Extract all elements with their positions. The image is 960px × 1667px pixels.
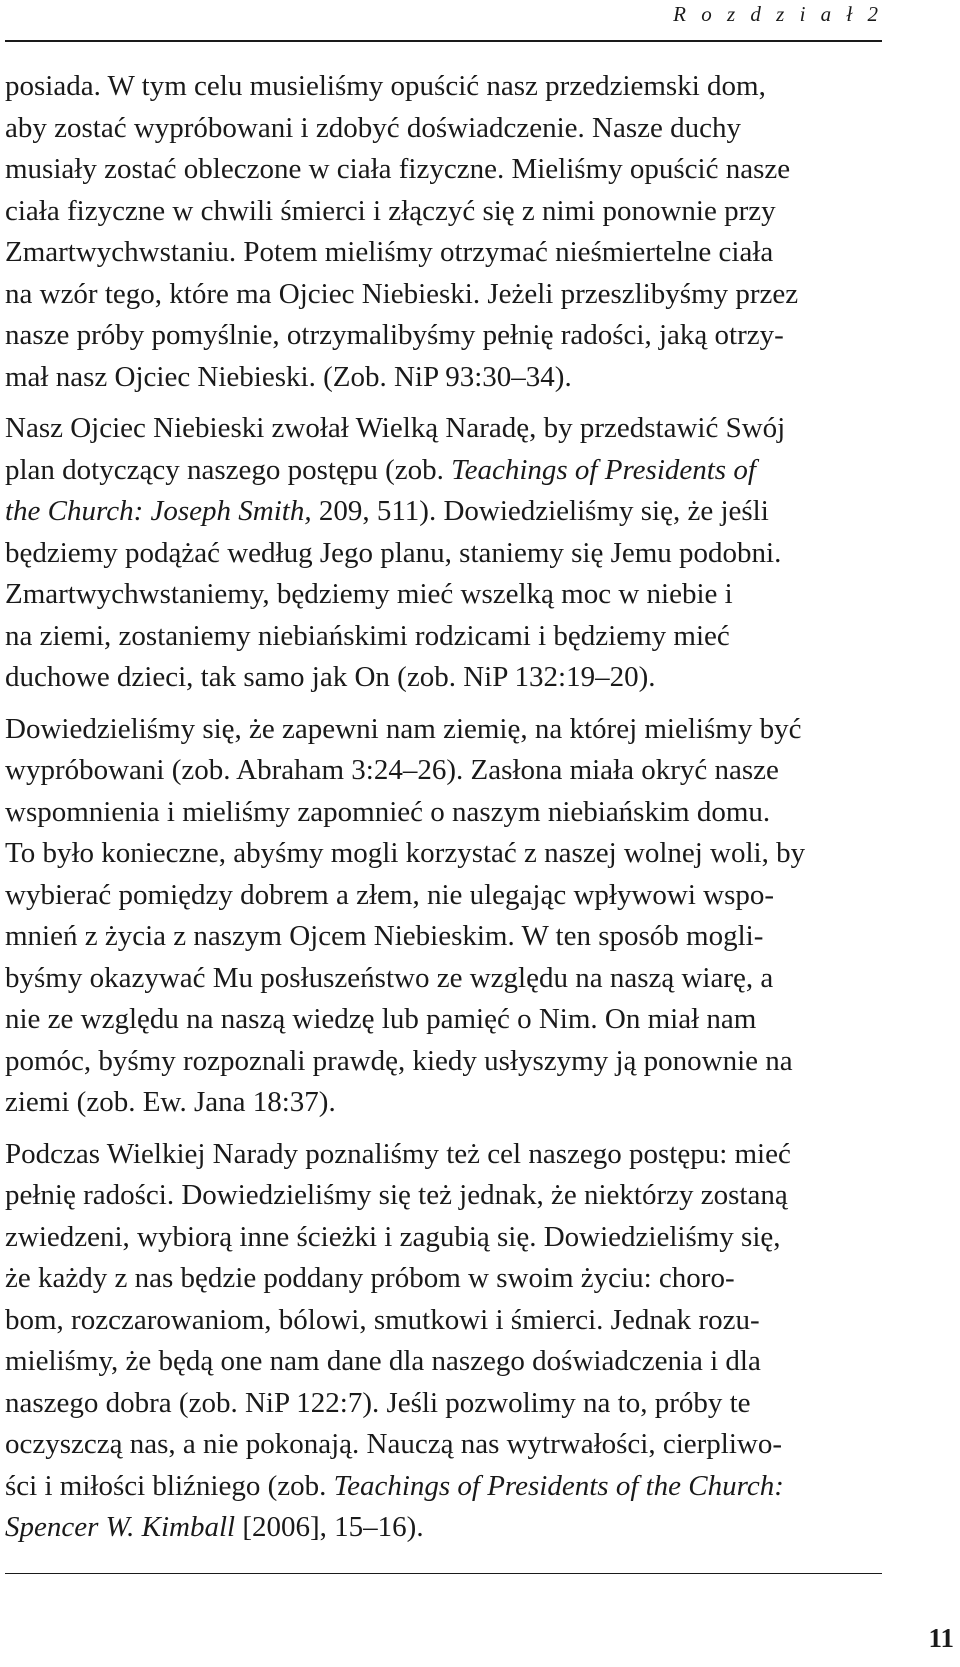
text-line — [5, 149, 879, 191]
text-run: musiały zostać obleczone w ciała fizyczne. Mieliśmy opuścić nasze — [5, 153, 791, 185]
text-line — [5, 1082, 879, 1124]
text-line — [5, 750, 879, 792]
text-line — [5, 574, 879, 616]
text-run: zwiedzeni, wybiorą inne ścieżki i zagubią się. Dowiedzieliśmy się, — [5, 1220, 781, 1253]
text-run: ciała fizyczne w chwili śmierci i złączyć się z nimi ponownie przy — [5, 194, 776, 227]
text-line — [5, 1466, 879, 1508]
text-line — [5, 450, 879, 492]
text-run: byśmy okazywać Mu posłuszeństwo ze względu na naszą wiarę, a — [5, 961, 774, 994]
text-run: 209, 511). Dowiedzieliśmy się, że jeśli — [311, 495, 769, 527]
text-run: ziemi (zob. Ew. Jana 18:37). — [5, 1086, 336, 1118]
text-line — [5, 958, 879, 1000]
text-run: wspomnienia i mieliśmy zapomnieć o naszym niebiańskim domu. — [5, 795, 771, 828]
text-run: na ziemi, zostaniemy niebiańskimi rodzicami i będziemy mieć — [5, 619, 730, 652]
header-rule — [5, 40, 882, 42]
text-run: duchowe dzieci, tak samo jak On (zob. NiP 132:19–20). — [5, 661, 656, 693]
text-line — [5, 274, 879, 316]
text-run: naszego dobra (zob. NiP 122:7). Jeśli pozwolimy na to, próby te — [5, 1386, 751, 1419]
text-line — [5, 191, 879, 233]
text-run: Podczas Wielkiej Narady poznaliśmy też cel naszego postępu: mieć — [5, 1137, 791, 1170]
text-run: Zmartwychwstaniu. Potem mieliśmy otrzymać nieśmiertelne ciała — [5, 236, 774, 268]
text-line — [5, 833, 879, 875]
text-run: [2006], 15–16). — [235, 1511, 424, 1543]
paragraph — [5, 1134, 879, 1549]
text-line — [5, 1134, 879, 1176]
text-run: nie ze względu na naszą wiedzę lub pamięć o Nim. On miał nam — [5, 1003, 757, 1035]
text-run: Zmartwychwstaniemy, będziemy mieć wszelką moc w niebie i — [5, 578, 733, 610]
text-line — [5, 408, 879, 450]
citation-title: the Church: Joseph Smith, — [5, 495, 312, 527]
text-line — [5, 108, 879, 150]
text-line — [5, 999, 879, 1041]
text-line — [5, 1507, 879, 1549]
text-line — [5, 491, 879, 533]
citation-title: Teachings of Presidents of the Church: — [333, 1469, 784, 1502]
text-line — [5, 315, 879, 357]
text-run: na wzór tego, które ma Ojciec Niebieski. Jeżeli przeszlibyśmy przez — [5, 277, 799, 310]
text-line — [5, 232, 879, 274]
text-line — [5, 357, 879, 399]
text-run: wypróbowani (zob. Abraham 3:24–26). Zasłona miała okryć nasze — [5, 754, 779, 786]
citation-title: Spencer W. Kimball — [5, 1511, 236, 1543]
text-line — [5, 1175, 879, 1217]
page-body — [5, 66, 879, 1559]
text-line — [5, 66, 879, 108]
text-line — [5, 1424, 879, 1466]
text-run: że każdy z nas będzie poddany próbom w swoim życiu: choro- — [5, 1262, 735, 1294]
text-run: mnień z życia z naszym Ojcem Niebieskim. W ten sposób mogli- — [5, 920, 764, 952]
text-line — [5, 533, 879, 575]
running-head: R o z d z i a ł 2 — [673, 2, 883, 26]
paragraph — [5, 709, 879, 1124]
text-run: bom, rozczarowaniom, bólowi, smutkowi i śmierci. Jednak rozu- — [5, 1303, 760, 1336]
text-line — [5, 1258, 879, 1300]
text-run: nasze próby pomyślnie, otrzymalibyśmy pełnię radości, jaką otrzy- — [5, 319, 784, 351]
text-line — [5, 1300, 879, 1342]
text-run: Dowiedzieliśmy się, że zapewni nam ziemię, na której mieliśmy być — [5, 712, 802, 745]
text-line — [5, 1217, 879, 1259]
text-line — [5, 616, 879, 658]
text-run: oczyszczą nas, a nie pokonają. Nauczą nas wytrwałości, cierpliwo- — [5, 1428, 783, 1460]
text-line — [5, 875, 879, 917]
text-line — [5, 709, 879, 751]
text-line — [5, 1041, 879, 1083]
text-run: pełnię radości. Dowiedzieliśmy się też jednak, że niektórzy zostaną — [5, 1179, 788, 1211]
text-line — [5, 657, 879, 699]
text-run: ści i miłości bliźniego (zob. — [5, 1469, 334, 1502]
text-line — [5, 1341, 879, 1383]
text-line — [5, 916, 879, 958]
text-run: mał nasz Ojciec Niebieski. (Zob. NiP 93:30–34). — [5, 360, 572, 393]
text-run: będziemy podążać według Jego planu, staniemy się Jemu podobni. — [5, 536, 782, 569]
citation-title: Teachings of Presidents of — [451, 453, 756, 486]
text-run: pomóc, byśmy rozpoznali prawdę, kiedy usłyszymy ją ponownie na — [5, 1044, 793, 1077]
footer-rule — [5, 1573, 882, 1574]
text-run: plan dotyczący naszego postępu (zob. — [5, 453, 452, 486]
text-run: To było konieczne, abyśmy mogli korzystać z naszej wolnej woli, by — [5, 837, 806, 869]
text-run: mieliśmy, że będą one nam dane dla naszego doświadczenia i dla — [5, 1345, 761, 1377]
text-run: posiada. W tym celu musieliśmy opuścić nasz przedziemski dom, — [5, 70, 766, 102]
paragraph — [5, 66, 879, 398]
text-line — [5, 792, 879, 834]
text-run: wybierać pomiędzy dobrem a złem, nie ulegając wpływowi wspo- — [5, 878, 775, 911]
text-run: Nasz Ojciec Niebieski zwołał Wielką Naradę, by przedstawić Swój — [5, 412, 786, 444]
page-number: 11 — [928, 1623, 954, 1653]
text-line — [5, 1383, 879, 1425]
text-run: aby zostać wypróbowani i zdobyć doświadczenie. Nasze duchy — [5, 111, 742, 144]
paragraph — [5, 408, 879, 699]
